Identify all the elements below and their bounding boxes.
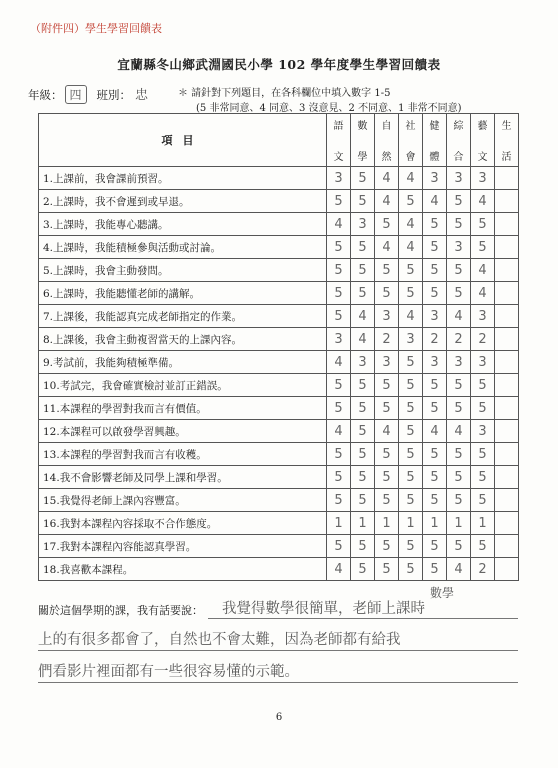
- rating-cell: 5: [423, 374, 447, 397]
- rating-cell: 5: [423, 558, 447, 581]
- rating-cell: [495, 351, 519, 374]
- table-row: [39, 558, 519, 581]
- rating-cell: 3: [471, 167, 495, 190]
- rating-cell: 5: [471, 236, 495, 259]
- rating-cell: 4: [447, 558, 471, 581]
- subject-header-bottom: 會: [405, 152, 416, 163]
- question-text: 13.本課程的學習對我而言有收穫。: [39, 443, 327, 466]
- rating-cell: [495, 167, 519, 190]
- rating-cell: 5: [375, 489, 399, 512]
- rating-cell: 4: [399, 305, 423, 328]
- rating-cell: 5: [351, 443, 375, 466]
- rating-cell: 5: [327, 535, 351, 558]
- rating-cell: 4: [351, 305, 375, 328]
- rating-cell: 5: [423, 443, 447, 466]
- rating-cell: [495, 190, 519, 213]
- rating-cell: 5: [327, 489, 351, 512]
- rating-cell: 5: [447, 213, 471, 236]
- rating-cell: 5: [375, 213, 399, 236]
- rating-cell: 2: [423, 328, 447, 351]
- rating-cell: 5: [375, 535, 399, 558]
- rating-cell: 4: [447, 305, 471, 328]
- question-text: 5.上課時，我會主動發問。: [39, 259, 327, 282]
- rating-cell: [495, 512, 519, 535]
- question-text: 16.我對本課程內容採取不合作態度。: [39, 512, 327, 535]
- question-text: 1.上課前，我會課前預習。: [39, 167, 327, 190]
- rating-cell: 5: [375, 282, 399, 305]
- rating-cell: 4: [327, 213, 351, 236]
- table-row: [39, 443, 519, 466]
- subject-header-bottom: 活: [501, 152, 512, 163]
- question-text: 4.上課時，我能積極參與活動或討論。: [39, 236, 327, 259]
- rating-cell: 3: [447, 167, 471, 190]
- subject-header: [423, 114, 447, 167]
- table-row: [39, 512, 519, 535]
- rating-cell: 4: [375, 167, 399, 190]
- rating-cell: 1: [351, 512, 375, 535]
- subject-header-bottom: 合: [453, 152, 464, 163]
- rating-cell: 1: [447, 512, 471, 535]
- subject-header-top: 健: [429, 121, 440, 132]
- rating-cell: 5: [351, 558, 375, 581]
- rating-cell: [495, 558, 519, 581]
- question-text: 18.我喜歡本課程。: [39, 558, 327, 581]
- rating-cell: [495, 535, 519, 558]
- rating-cell: 4: [471, 282, 495, 305]
- rating-cell: 3: [423, 167, 447, 190]
- rating-cell: 5: [399, 535, 423, 558]
- rating-cell: 5: [351, 489, 375, 512]
- rating-cell: 5: [447, 443, 471, 466]
- rating-cell: [495, 443, 519, 466]
- subject-header-top: 自: [381, 121, 392, 132]
- rating-cell: 5: [447, 466, 471, 489]
- question-text: 2.上課時，我不會遲到或早退。: [39, 190, 327, 213]
- rating-cell: 5: [447, 397, 471, 420]
- rating-cell: 5: [447, 259, 471, 282]
- subject-header-bottom: 學: [357, 152, 368, 163]
- question-text: 12.本課程可以啟發學習興趣。: [39, 420, 327, 443]
- rating-cell: 5: [471, 466, 495, 489]
- rating-cell: 5: [327, 305, 351, 328]
- rating-cell: 3: [399, 328, 423, 351]
- grade-class-row: [28, 84, 148, 104]
- rating-cell: 5: [399, 466, 423, 489]
- rating-cell: 3: [327, 328, 351, 351]
- table-row: [39, 466, 519, 489]
- rating-cell: 5: [399, 443, 423, 466]
- rating-cell: 5: [375, 466, 399, 489]
- attachment-tag: （附件四）學生學習回饋表: [30, 22, 162, 35]
- rating-cell: 4: [447, 420, 471, 443]
- subject-header: [447, 114, 471, 167]
- table-row: [39, 489, 519, 512]
- rating-cell: 5: [471, 213, 495, 236]
- rating-cell: 4: [375, 190, 399, 213]
- rating-cell: [495, 305, 519, 328]
- subject-header-top: 語: [333, 121, 344, 132]
- rating-cell: 5: [327, 236, 351, 259]
- table-row: [39, 167, 519, 190]
- rating-cell: 5: [423, 259, 447, 282]
- rating-cell: 1: [375, 512, 399, 535]
- rating-cell: 5: [351, 535, 375, 558]
- rating-cell: [495, 213, 519, 236]
- rating-cell: 5: [447, 489, 471, 512]
- subject-header-top: 藝: [477, 121, 488, 132]
- rating-cell: 5: [327, 466, 351, 489]
- question-text: 8.上課後，我會主動複習當天的上課內容。: [39, 328, 327, 351]
- rating-cell: 5: [351, 190, 375, 213]
- rating-cell: 4: [327, 351, 351, 374]
- rating-cell: 5: [399, 397, 423, 420]
- rating-cell: 4: [327, 558, 351, 581]
- rating-cell: 5: [327, 190, 351, 213]
- rating-cell: 4: [423, 420, 447, 443]
- question-text: 15.我覺得老師上課內容豐富。: [39, 489, 327, 512]
- subject-header-bottom: 體: [429, 152, 440, 163]
- table-row: [39, 259, 519, 282]
- rating-cell: 5: [423, 282, 447, 305]
- rating-cell: 3: [423, 351, 447, 374]
- rating-cell: 5: [327, 374, 351, 397]
- rating-cell: 4: [423, 190, 447, 213]
- question-text: 6.上課時，我能聽懂老師的講解。: [39, 282, 327, 305]
- comment-rule-2: [38, 650, 518, 651]
- rating-cell: 3: [351, 213, 375, 236]
- rating-cell: 5: [399, 259, 423, 282]
- subject-header-bottom: 然: [381, 152, 392, 163]
- rating-cell: 5: [399, 420, 423, 443]
- rating-cell: 1: [399, 512, 423, 535]
- rating-cell: 4: [327, 420, 351, 443]
- subject-header: [495, 114, 519, 167]
- rating-cell: 5: [327, 397, 351, 420]
- instruction-line-1: ＊ 請針對下列題目，在各科欄位中填入數字 1-5: [178, 88, 391, 99]
- comment-line-2: 上的有很多都會了，自然也不會太難，因為老師都有給我: [38, 632, 401, 648]
- comment-rule-1: [208, 618, 518, 619]
- question-text: 11.本課程的學習對我而言有價值。: [39, 397, 327, 420]
- rating-cell: 5: [399, 282, 423, 305]
- rating-cell: 5: [399, 351, 423, 374]
- rating-cell: 1: [423, 512, 447, 535]
- table-row: [39, 213, 519, 236]
- rating-cell: 4: [399, 167, 423, 190]
- rating-cell: 5: [375, 443, 399, 466]
- rating-cell: 3: [471, 305, 495, 328]
- rating-cell: 5: [327, 443, 351, 466]
- table-row: [39, 236, 519, 259]
- rating-cell: 3: [351, 351, 375, 374]
- rating-cell: 5: [471, 535, 495, 558]
- comment-label: 關於這個學期的課，我有話要說：: [38, 604, 203, 617]
- feedback-table: [38, 113, 519, 581]
- rating-cell: 5: [471, 489, 495, 512]
- grade-value: 四: [65, 85, 87, 104]
- table-row: [39, 535, 519, 558]
- comment-line-3: 們看影片裡面都有一些很容易懂的示範。: [38, 664, 299, 680]
- comment-rule-3: [38, 682, 518, 683]
- question-text: 10.考試完，我會確實檢討並訂正錯誤。: [39, 374, 327, 397]
- rating-cell: [495, 489, 519, 512]
- subject-header-top: 數: [357, 121, 368, 132]
- rating-cell: 5: [375, 397, 399, 420]
- rating-cell: 5: [375, 374, 399, 397]
- rating-cell: 5: [423, 466, 447, 489]
- subject-header-top: 生: [501, 121, 512, 132]
- table-row: [39, 351, 519, 374]
- rating-cell: [495, 374, 519, 397]
- page-number: 6: [275, 712, 283, 723]
- rating-cell: 5: [471, 443, 495, 466]
- rating-cell: 3: [447, 236, 471, 259]
- rating-cell: 3: [423, 305, 447, 328]
- item-header: 項目: [39, 114, 327, 167]
- table-row: [39, 328, 519, 351]
- rating-cell: 4: [351, 328, 375, 351]
- grade-label: 年級：: [28, 88, 63, 102]
- rating-cell: 4: [399, 213, 423, 236]
- rating-cell: 3: [327, 167, 351, 190]
- rating-cell: 5: [327, 259, 351, 282]
- table-row: [39, 374, 519, 397]
- rating-cell: 3: [471, 420, 495, 443]
- rating-cell: 5: [447, 374, 471, 397]
- rating-cell: 2: [375, 328, 399, 351]
- rating-cell: 5: [351, 420, 375, 443]
- rating-cell: 3: [375, 351, 399, 374]
- subject-header: [375, 114, 399, 167]
- class-label: 班別：: [96, 88, 132, 102]
- rating-cell: 4: [471, 259, 495, 282]
- rating-cell: 5: [399, 190, 423, 213]
- table-row: [39, 190, 519, 213]
- rating-cell: 5: [327, 282, 351, 305]
- comment-insertion: 數學: [430, 586, 455, 600]
- rating-cell: 5: [447, 190, 471, 213]
- rating-cell: 2: [447, 328, 471, 351]
- table-header-row: [39, 114, 519, 167]
- rating-cell: 5: [447, 535, 471, 558]
- rating-cell: [495, 282, 519, 305]
- rating-cell: 5: [423, 213, 447, 236]
- rating-cell: 5: [351, 374, 375, 397]
- rating-cell: 2: [471, 558, 495, 581]
- rating-cell: 5: [351, 466, 375, 489]
- comment-line-1: 我覺得數學很簡單，老師上課時: [222, 601, 425, 617]
- rating-cell: 5: [375, 558, 399, 581]
- subject-header: [327, 114, 351, 167]
- rating-cell: [495, 328, 519, 351]
- rating-cell: [495, 397, 519, 420]
- rating-cell: 5: [351, 259, 375, 282]
- rating-cell: 4: [375, 236, 399, 259]
- class-value: 忠: [135, 88, 149, 103]
- rating-cell: 5: [375, 259, 399, 282]
- rating-cell: 5: [351, 167, 375, 190]
- table-row: [39, 282, 519, 305]
- rating-cell: 5: [399, 558, 423, 581]
- question-text: 7.上課後，我能認真完成老師指定的作業。: [39, 305, 327, 328]
- table-row: [39, 397, 519, 420]
- rating-cell: 5: [351, 236, 375, 259]
- subject-header-bottom: 文: [333, 152, 344, 163]
- rating-cell: 5: [351, 397, 375, 420]
- subject-header-top: 綜: [453, 121, 464, 132]
- rating-cell: 3: [375, 305, 399, 328]
- rating-cell: 5: [471, 397, 495, 420]
- form-title: 宜蘭縣冬山鄉武淵國民小學 102 學年度學生學習回饋表: [117, 57, 441, 72]
- question-text: 14.我不會影響老師及同學上課和學習。: [39, 466, 327, 489]
- rating-cell: 5: [351, 282, 375, 305]
- question-text: 3.上課時，我能專心聽講。: [39, 213, 327, 236]
- table-row: [39, 420, 519, 443]
- rating-cell: 1: [471, 512, 495, 535]
- rating-cell: 2: [471, 328, 495, 351]
- question-text: 17.我對本課程內容能認真學習。: [39, 535, 327, 558]
- table-row: [39, 305, 519, 328]
- rating-cell: 4: [375, 420, 399, 443]
- rating-cell: 5: [399, 489, 423, 512]
- rating-cell: 5: [423, 535, 447, 558]
- rating-cell: 3: [447, 351, 471, 374]
- rating-cell: 5: [423, 489, 447, 512]
- instruction-line-2: (5 非常同意、4 同意、3 沒意見、2 不同意、1 非常不同意): [196, 103, 462, 114]
- subject-header: [351, 114, 375, 167]
- rating-cell: 4: [399, 236, 423, 259]
- rating-cell: 4: [471, 190, 495, 213]
- question-text: 9.考試前，我能夠積極準備。: [39, 351, 327, 374]
- rating-cell: 5: [423, 397, 447, 420]
- rating-cell: 3: [471, 351, 495, 374]
- subject-header-top: 社: [405, 121, 416, 132]
- subject-header-bottom: 文: [477, 152, 488, 163]
- rating-cell: 5: [447, 282, 471, 305]
- rating-cell: 5: [471, 374, 495, 397]
- rating-cell: [495, 420, 519, 443]
- rating-cell: [495, 236, 519, 259]
- rating-cell: 5: [423, 236, 447, 259]
- rating-cell: [495, 466, 519, 489]
- rating-cell: [495, 259, 519, 282]
- rating-cell: 1: [327, 512, 351, 535]
- subject-header: [399, 114, 423, 167]
- subject-header: [471, 114, 495, 167]
- rating-cell: 5: [399, 374, 423, 397]
